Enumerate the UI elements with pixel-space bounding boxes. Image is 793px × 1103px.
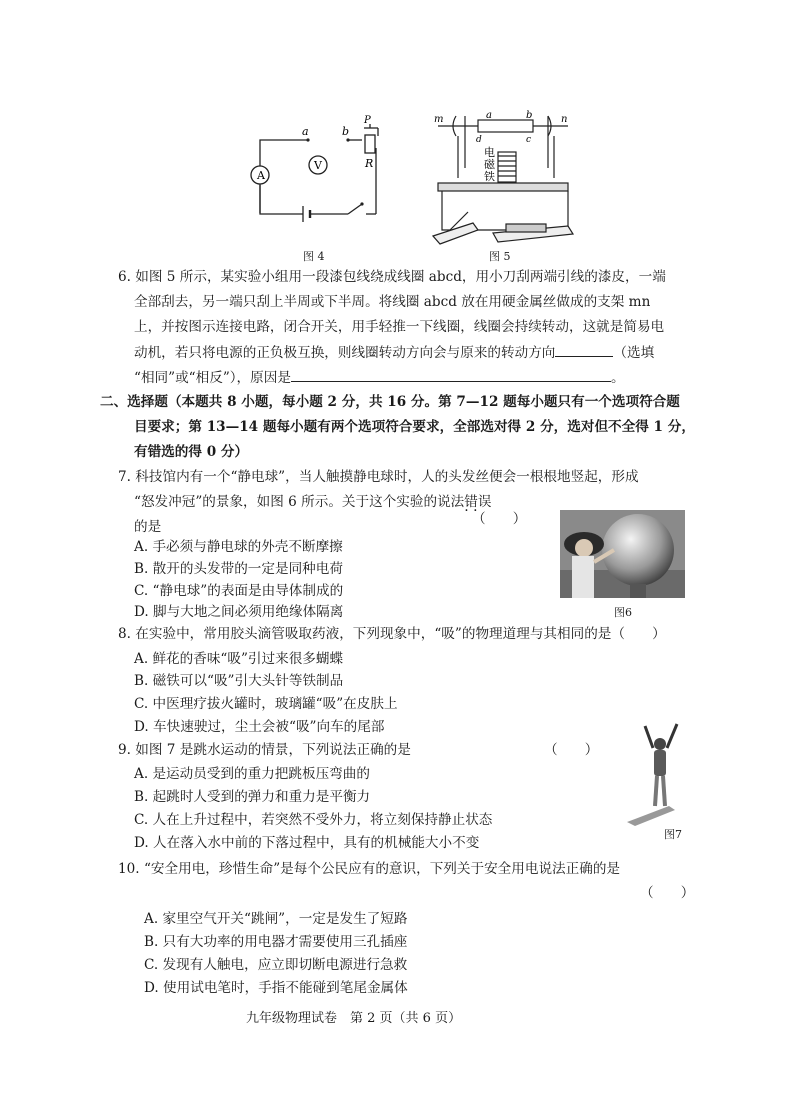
q9-answer-paren[interactable]: （ ） (544, 742, 599, 758)
coil-b-label: b (526, 110, 533, 121)
section-2-line-2: 目要求；第 13—14 题每小题有两个选项符合要求，全部选对得 2 分，选对但不全得 1 分， (134, 419, 695, 435)
static-ball-photo (560, 510, 685, 598)
q6-line-4-tail: （选填 (613, 345, 655, 361)
figure-5-caption: 图 5 (489, 250, 511, 263)
slider-p-label: P (364, 115, 371, 126)
q9-option-c[interactable]: C. 人在上升过程中，若突然不受外力，将立刻保持静止状态 (134, 812, 493, 828)
diver-illustration (625, 718, 695, 826)
q6-line-4 (134, 343, 654, 362)
coil-d-label: d (476, 135, 482, 145)
support-n-label: n (561, 114, 568, 125)
circuit-diagram (238, 110, 398, 265)
q7-stem-line-1: 7. 科技馆内有一个“静电球”，当人触摸静电球时，人的头发丝便会一根根地竖起，形成 (118, 469, 639, 485)
q7-option-a[interactable]: A. 手必须与静电球的外壳不断摩擦 (134, 539, 343, 555)
q6-answer-blank-1[interactable] (555, 343, 613, 357)
voltmeter-label: V (314, 159, 322, 172)
q7-option-b[interactable]: B. 散开的头发带的一定是同种电荷 (134, 561, 343, 577)
coil-a-label: a (486, 110, 492, 121)
electromagnet-label-1: 电 (484, 146, 495, 159)
q6-answer-blank-2[interactable] (291, 368, 611, 382)
point-a-label: a (302, 125, 309, 138)
figure-6-caption: 图6 (614, 606, 632, 619)
q8-option-a[interactable]: A. 鲜花的香味“吸”引过来很多蝴蝶 (134, 651, 344, 667)
q10-answer-paren[interactable]: （ ） (640, 885, 695, 901)
q9-option-b[interactable]: B. 起跳时人受到的弹力和重力是平衡力 (134, 789, 371, 805)
electromagnet-label-2: 磁 (484, 158, 495, 171)
support-m-label: m (434, 114, 444, 125)
q7-stem-line-3: 的是 (134, 519, 162, 535)
q6-line-5-tail: 。 (610, 370, 625, 386)
figure-4 (238, 110, 398, 265)
figure-5 (428, 108, 578, 248)
q9-option-d[interactable]: D. 人在落入水中前的下落过程中，具有的机械能大小不变 (134, 835, 480, 851)
point-b-label: b (342, 125, 350, 138)
q10-option-b[interactable]: B. 只有大功率的用电器才需要使用三孔插座 (144, 934, 408, 950)
electromagnet-label-3: 铁 (484, 170, 495, 183)
page-footer: 九年级物理试卷 第 2 页（共 6 页） (246, 1011, 462, 1026)
q8-option-d[interactable]: D. 车快速驶过，尘土会被“吸”向车的尾部 (134, 719, 385, 735)
figure-7-diver (625, 718, 695, 826)
ammeter-label: A (257, 169, 265, 182)
figure-6-photo (560, 510, 685, 598)
q9-option-a[interactable]: A. 是运动员受到的重力把跳板压弯曲的 (134, 766, 370, 782)
q6-line-3: 上，并按图示连接电路，闭合开关，用手轻推一下线圈，线圈会持续转动，这就是简易电 (134, 319, 665, 335)
figure-7-caption: 图7 (664, 828, 682, 841)
q10-stem: 10. “安全用电，珍惜生命”是每个公民应有的意识，下列关于安全用电说法正确的是 (118, 861, 621, 877)
q8-option-c[interactable]: C. 中医理疗拔火罐时，玻璃罐“吸”在皮肤上 (134, 696, 398, 712)
q7-stem-line-2-text: “怒发冲冠”的景象，如图 6 所示。关于这个实验的说法 (134, 494, 465, 510)
q10-option-a[interactable]: A. 家里空气开关“跳闸”，一定是发生了短路 (144, 911, 408, 927)
q8-option-b[interactable]: B. 磁铁可以“吸”引大头针等铁制品 (134, 673, 344, 689)
q10-option-c[interactable]: C. 发现有人触电，应立即切断电源进行急救 (144, 957, 408, 973)
q8-stem: 8. 在实验中，常用胶头滴管吸取药液，下列现象中，“吸”的物理道理与其相同的是（ ） (118, 626, 666, 642)
q10-option-d[interactable]: D. 使用试电笔时，手指不能碰到笔尾金属体 (144, 980, 408, 996)
q6-line-4-text: 动机，若只将电源的正负极互换，则线圈转动方向会与原来的转动方向 (134, 345, 556, 361)
q7-stem-line-2 (134, 493, 491, 511)
motor-apparatus (428, 108, 578, 248)
rheostat-label: R (365, 157, 374, 170)
figure-4-caption: 图 4 (303, 250, 325, 263)
q7-option-d[interactable]: D. 脚与大地之间必须用绝缘体隔离 (134, 604, 344, 620)
q6-line-5-text: “相同”或“相反”），原因是 (134, 370, 291, 386)
q6-line-1: 6. 如图 5 所示，某实验小组用一段漆包线绕成线圈 abcd，用小刀刮两端引线的漆皮，一端 (118, 269, 666, 285)
section-2-line-3: 有错选的得 0 分） (134, 444, 249, 460)
q7-answer-paren[interactable]: （ ） (472, 511, 527, 527)
section-2-heading: 二、选择题（本题共 8 小题，每小题 2 分，共 16 分。第 7—12 题每小题只有一个选项符合题 (100, 394, 680, 410)
q7-option-c[interactable]: C. “静电球”的表面是由导体制成的 (134, 583, 344, 599)
q9-stem: 9. 如图 7 是跳水运动的情景，下列说法正确的是 (118, 742, 411, 758)
coil-c-label: c (526, 135, 532, 145)
q6-line-5 (134, 368, 625, 387)
q7-emphasis-wrong: 错误 · · (464, 494, 491, 510)
q6-line-2: 全部刮去，另一端只刮上半周或下半周。将线圈 abcd 放在用硬金属丝做成的支架 mn (134, 294, 651, 310)
